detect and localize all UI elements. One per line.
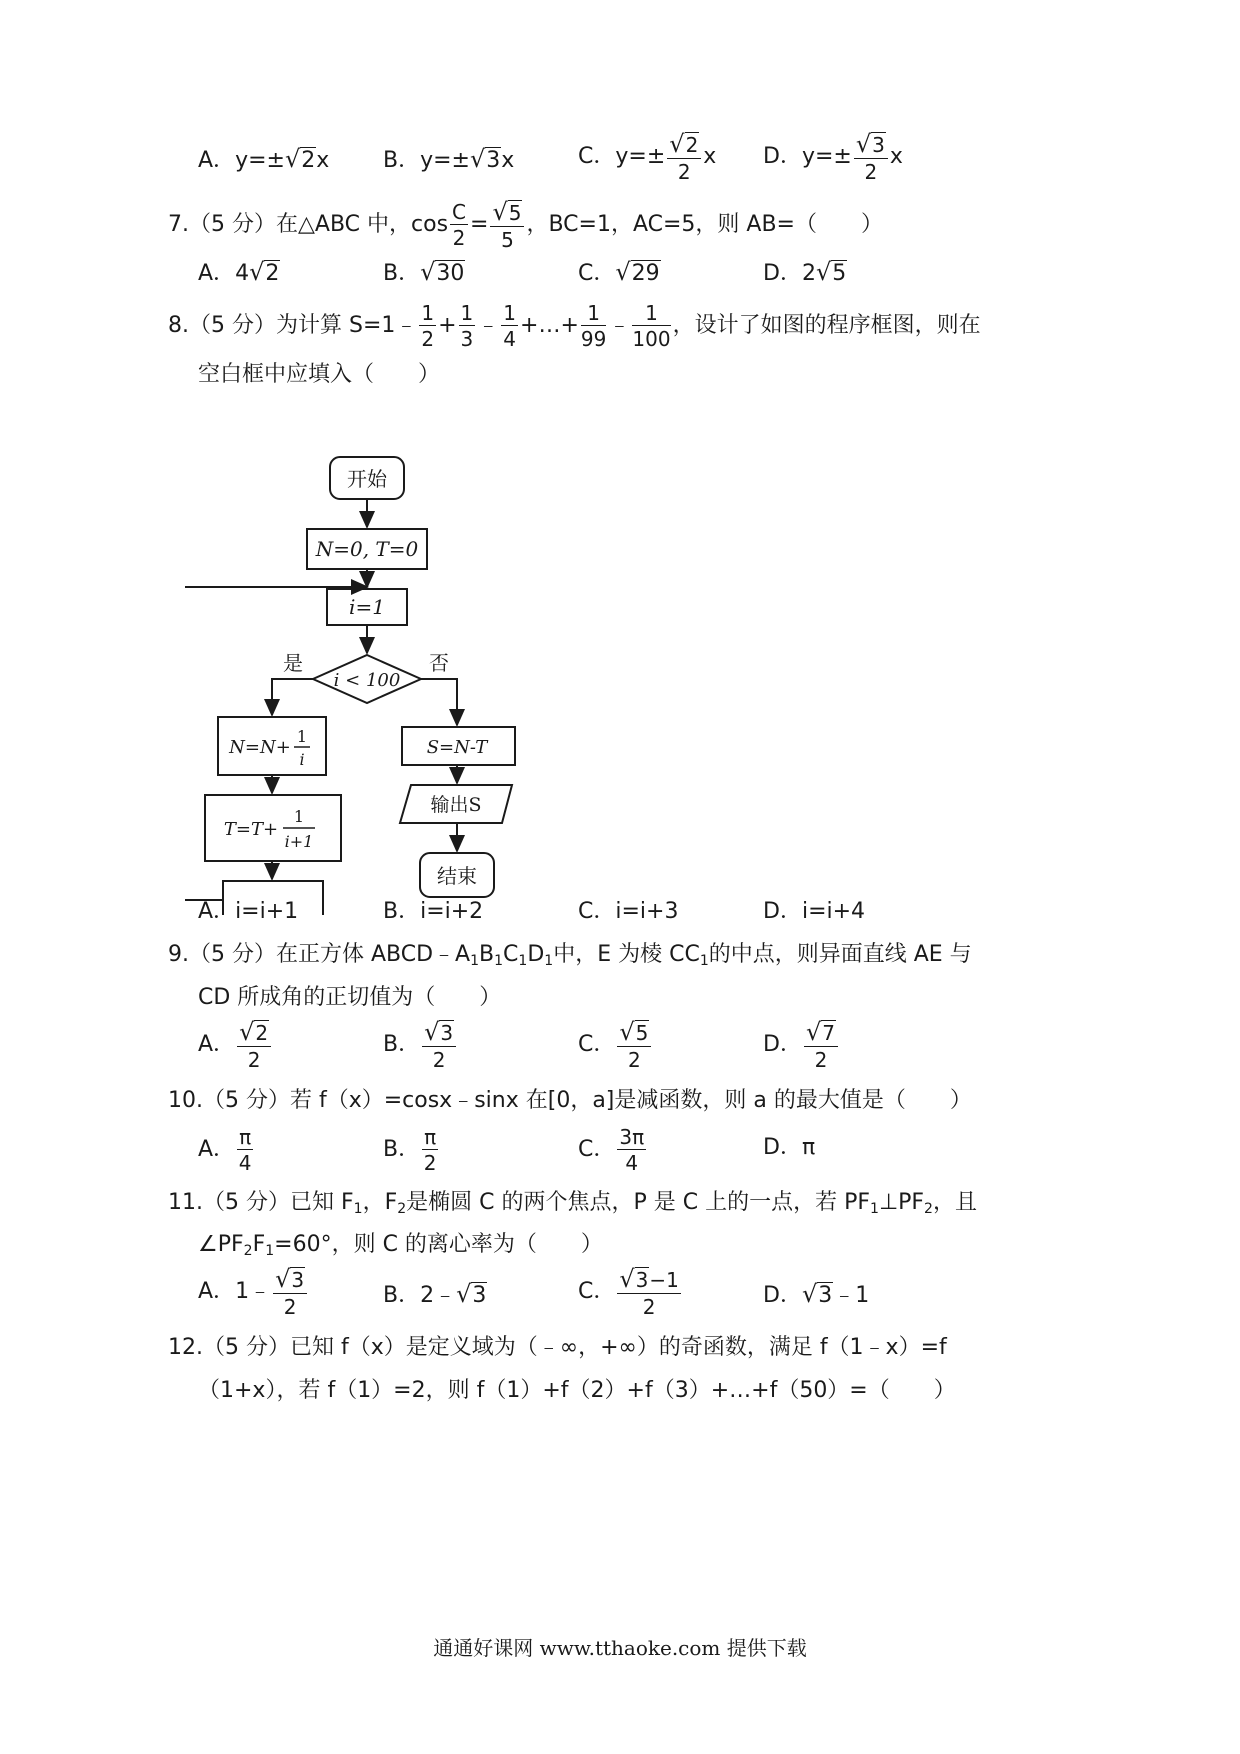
flow-n-update-den: i	[299, 750, 305, 769]
q7-stem: 7.（5 分）在△ABC 中，cos $\frac{C}{2}$ = $\frac{√5}{5}$ ，BC=1，AC=5，则 AB=（ ）	[168, 198, 883, 252]
q8-stem-line2: 空白框中应填入（ ）	[198, 362, 441, 387]
q7-option-b: B．√30	[383, 258, 465, 286]
q8-option-b: B．i=i+2	[383, 899, 484, 924]
q9-option-a: A． $\frac{√2}{2}$	[198, 1020, 273, 1070]
flow-yes-label: 是	[283, 651, 303, 675]
flow-t-update-den: i+1	[284, 832, 314, 851]
q10-option-b: B． $\frac{\pi}{2}$	[383, 1125, 437, 1175]
q8-stem-line1: 8.（5 分）为计算 S=1﹣ $\frac{1}{2}$ + $\frac{1}{3}$ ﹣ $\frac{1}{4}$ +…+ $\frac{1}{99}$ ﹣ $\frac{1}{100}$ ，设计了如图的程序框图，则在	[168, 301, 981, 351]
q11-option-d: D．√3﹣1	[763, 1280, 870, 1308]
flow-start-label: 开始	[347, 467, 387, 491]
flow-n-update-num: 1	[296, 727, 308, 746]
flow-end-label: 结束	[437, 864, 477, 888]
flow-s-calc-label: S=N-T	[426, 737, 488, 758]
q10-stem: 10.（5 分）若 f（x）=cosx﹣sinx 在[0，a]是减函数，则 a 的最大值是（ ）	[168, 1088, 972, 1113]
q8-flowchart	[185, 455, 585, 915]
flow-n-update-label: N=N+	[229, 737, 291, 758]
q9-option-d: D． $\frac{√7}{2}$	[763, 1020, 840, 1070]
q11-option-a: A．1﹣ $\frac{√3}{2}$	[198, 1267, 309, 1317]
q6-option-a: A．y=±√2x	[198, 145, 330, 173]
q11-option-c: C． $\frac{√3-1}{2}$	[578, 1265, 679, 1319]
flow-no-label: 否	[429, 651, 449, 675]
flow-init-label: N=0, T=0	[315, 537, 419, 561]
q9-stem-line2: CD 所成角的正切值为（ ）	[198, 985, 502, 1010]
q7-option-d: D．2√5	[763, 258, 847, 286]
q6-option-b: B．y=±√3x	[383, 145, 515, 173]
q7-option-c: C．√29	[578, 258, 660, 286]
q12-stem-line1: 12.（5 分）已知 f（x）是定义域为（﹣∞，+∞）的奇函数，满足 f（1﹣x）=f	[168, 1335, 947, 1360]
q8-option-a: A．i=i+1	[198, 899, 299, 924]
q8-option-c: C．i=i+3	[578, 899, 679, 924]
flow-t-update-num: 1	[293, 807, 305, 826]
q11-option-b: B．2﹣√3	[383, 1280, 487, 1308]
q11-stem-line1: 11.（5 分）已知 $F_1$，$F_2$是椭圆 C 的两个焦点，P 是 C 上的一点，若 $PF_1\perp PF_2$，且	[168, 1190, 977, 1217]
q9-option-b: B． $\frac{√3}{2}$	[383, 1020, 458, 1070]
q7-option-a: A．4√2	[198, 258, 280, 286]
q9-option-c: C． $\frac{√5}{2}$	[578, 1020, 653, 1070]
q10-option-c: C． $\frac{3\pi}{4}$	[578, 1125, 645, 1175]
q11-stem-line2: $\angle PF_2F_1=60^\circ$，则 C 的离心率为（ ）	[198, 1232, 603, 1259]
q6-option-d: D．y=± $\frac{√3}{2}$ x	[763, 130, 903, 184]
flow-t-update-label: T=T+	[223, 819, 279, 840]
flow-condition-label: i < 100	[333, 670, 401, 691]
flow-output-label: 输出S	[430, 794, 482, 816]
q6-option-c: C．y=± $\frac{√2}{2}$ x	[578, 130, 717, 184]
q12-stem-line2: （1+x），若 f（1）=2，则 f（1）+f（2）+f（3）+…+f（50）=（ ）	[198, 1378, 956, 1403]
q10-option-a: A． $\frac{\pi}{4}$	[198, 1125, 252, 1175]
q8-option-d: D．i=i+4	[763, 899, 866, 924]
q10-option-d: D．π	[763, 1135, 816, 1160]
page-footer: 通通好课网 www.tthaoke.com 提供下载	[433, 1636, 807, 1660]
flow-i-init-label: i=1	[349, 595, 385, 619]
q9-stem-line1: 9.（5 分）在正方体 $ABCD﹣A_1B_1C_1D_1$中，E 为棱 $CC_1$的中点，则异面直线 AE 与	[168, 942, 972, 969]
